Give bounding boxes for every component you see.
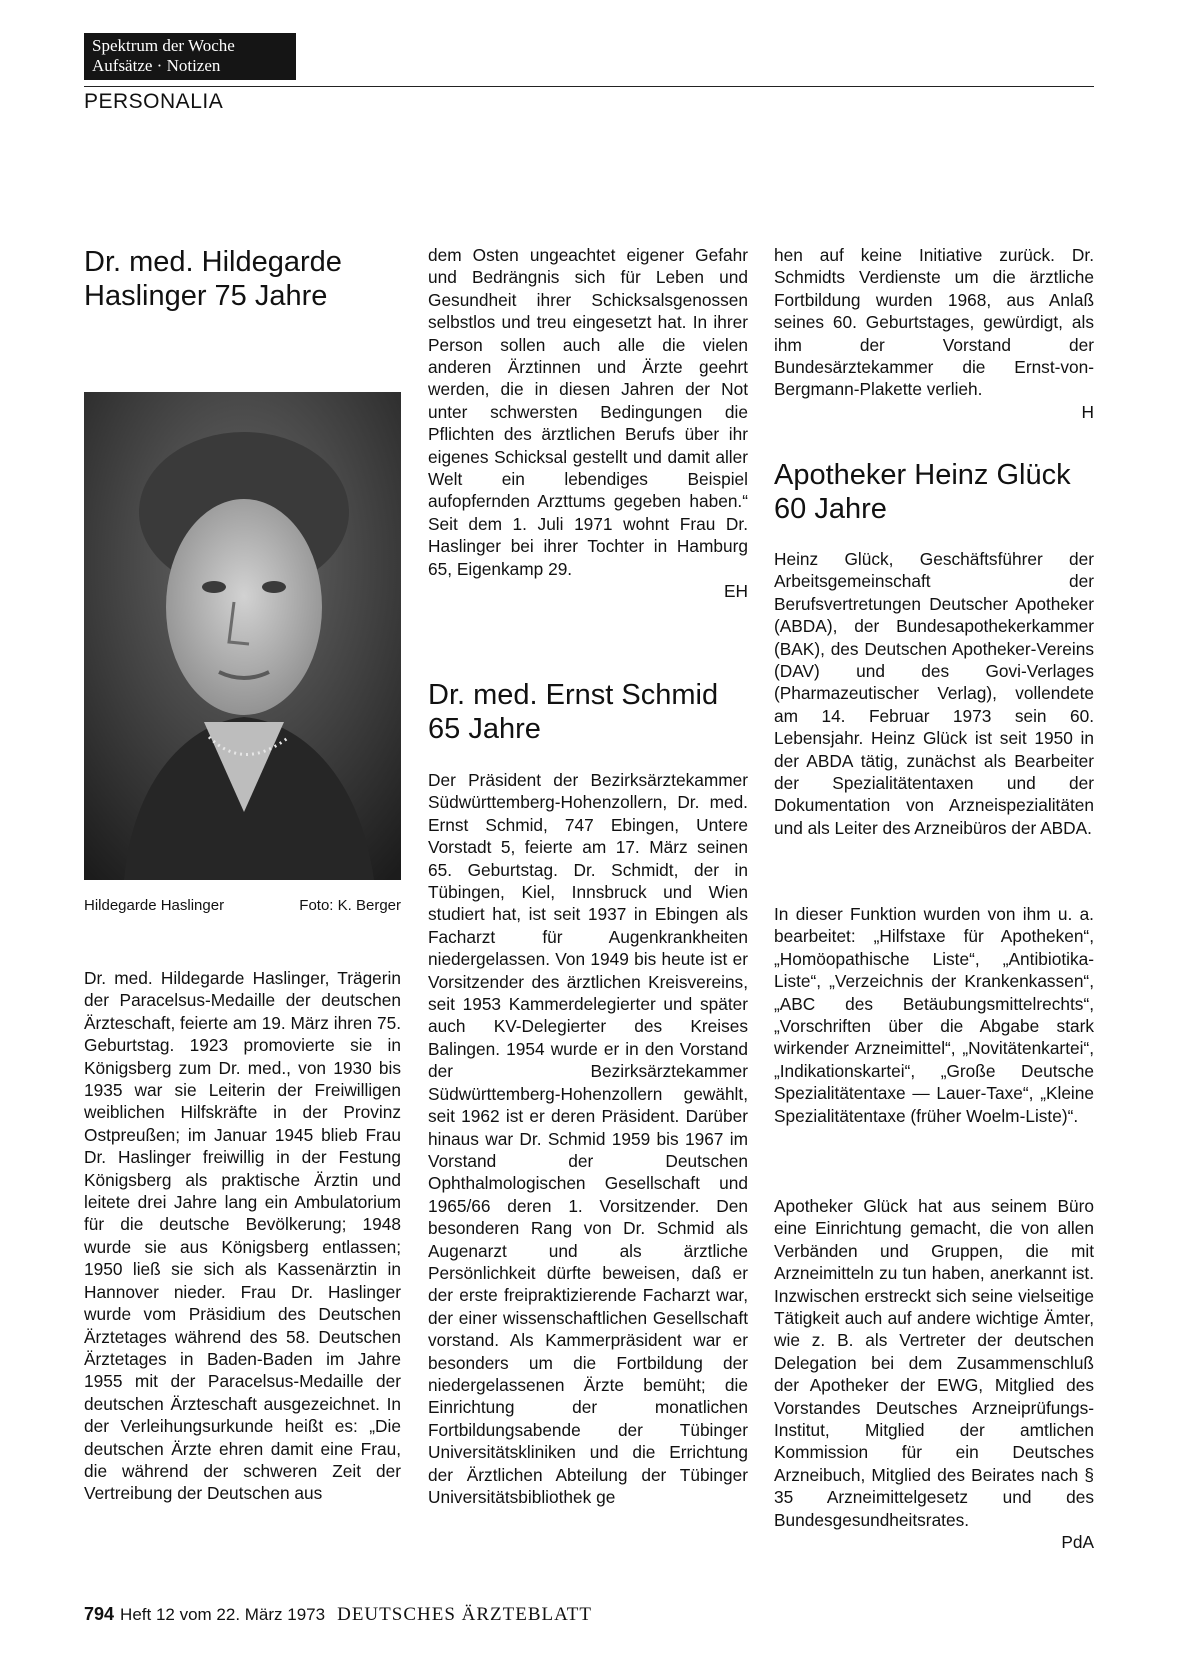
section-label [84, 33, 296, 80]
article1-continued-text: dem Osten ungeachtet eigener Gefahr und Bedrängnis sich für Leben und Gesundheit ihrer Schicksalsgenossen selbstlos und treu eingesetzt hat. In ihrer Person sollen auch alle die vielen anderen Ärztinnen und Ärzte geehrt werden, die in diesen Jahren der Not unter schwersten Bedingungen die Pflichten des ärztlichen Berufs über ihr eigenes Schicksal gestellt und damit aller Welt ein lebendiges Beispiel aufopfernden Arzttums gegeben haben.“ Seit dem 1. Juli 1971 wohnt Frau Dr. Haslinger bei ihrer Tochter in Hamburg 65, Eigenkamp 29. [428, 245, 748, 579]
article1-title: Dr. med. Hildegarde Haslinger 75 Jahre [84, 246, 342, 312]
article2-signature: H [1081, 401, 1094, 422]
article2-continued-text: hen auf keine Initiative zurück. Dr. Schmidts Verdienste um die ärztliche Fortbildung wurden 1968, aus Anlaß seines 60. Geburtstages, gewürdigt, als ihm der Vorstand der Bundesärztekammer die Ernst-von-Bergmann-Plakette verlieh. [774, 245, 1094, 400]
article3-paragraph-3 [774, 1195, 1094, 1554]
article1-signature: EH [723, 581, 748, 602]
article1-paragraph: Dr. med. Hildegarde Haslinger, Trägerin der Paracelsus-Medaille der deutschen Ärzteschaft, feierte am 19. März ihren 75. Geburtstag. 1923 promovierte sie in Königsberg zum Dr. med., von 1930 bis 1935 war sie Leiterin der Freiwilligen weiblichen Hilfskräfte in der Provinz Ostpreußen; im Januar 1945 blieb Frau Dr. Haslinger freiwillig in der Festung Königsberg als praktische Ärztin und leitete drei Jahre lang ein Ambulatorium für die deutsche Bevölkerung; 1948 wurde sie aus Königsberg entlassen; 1950 ließ sie sich als Kassenärztin in Hannover nieder. Frau Dr. Haslinger wurde vom Präsidium des Deutschen Ärztetages während des 58. Deutschen Ärztetages in Baden-Baden im Jahre 1955 mit der Paracelsus-Medaille der deutschen Ärzteschaft ausgezeichnet. In der Verleihungsurkunde heißt es: „Die deutschen Ärzte ehren damit eine Frau, die während der schweren Zeit der Vertreibung der Deutschen aus [84, 968, 401, 1504]
article2-paragraph: Der Präsident der Bezirksärztekammer Südwürttemberg-Hohenzollern, Dr. med. Ernst Schmid, 747 Ebingen, Untere Vorstadt 5, feierte am 17. März seinen 65. Geburtstag. Dr. Schmidt, der in Tübingen, Kiel, Innsbruck und Wien studiert hat, ist seit 1937 in Ebingen als Facharzt für Augenkrankheiten niedergelassen. Von 1949 bis heute ist er Vorsitzender des ärztlichen Kreisvereins, seit 1953 Kammerdelegierter und später auch KV-Delegierter des Kreises Balingen. 1954 wurde er in den Vorstand der Bezirksärztekammer Südwürttemberg-Hohenzollern gewählt, seit 1962 ist er deren Präsident. Darüber hinaus war Dr. Schmid 1959 bis 1967 im Vorstand der Deutschen Ophthalmologischen Gesellschaft und 1965/66 deren 1. Vorsitzender. Den besonderen Rang von Dr. Schmid als Augenarzt und als ärztliche Persönlichkeit dürfte beweisen, daß er der erste freipraktizierende Facharzt war, der einer wissenschaftlichen Gesellschaft vorstand. Als Kammerpräsident war er besonders um die Fortbildung der niedergelassenen Ärzte bemüht; die Einrichtung der monatlichen Fortbildungsabende der Tübinger Universitätskliniken und die Errichtung der Ärztlichen Abteilung der Tübinger Universitätsbibliothek ge [428, 770, 748, 1507]
section-label-line1: Spektrum der Woche [92, 36, 235, 55]
article3-title: Apotheker Heinz Glück 60 Jahre [774, 459, 1071, 525]
header-rule [84, 86, 1094, 87]
article1-body-continued [428, 244, 748, 603]
article2-body [428, 769, 748, 1508]
section-kicker: PERSONALIA [84, 90, 224, 113]
article3-paragraph-2 [774, 903, 1094, 1127]
article3-paragraph-3-block [774, 1195, 1094, 1554]
article2-body-continued [774, 244, 1094, 423]
issue-info: Heft 12 vom 22. März 1973 [120, 1605, 326, 1624]
article2-title: Dr. med. Ernst Schmid 65 Jahre [428, 679, 719, 745]
page-footer [84, 1604, 592, 1626]
journal-name: DEUTSCHES ÄRZTEBLATT [337, 1604, 592, 1625]
article3-signature: PdA [1061, 1532, 1094, 1553]
portrait-photo [84, 392, 401, 880]
article3-paragraph-1 [774, 548, 1094, 839]
page-number: 794 [84, 1604, 115, 1624]
article3-paragraph-2-text: In dieser Funktion wurden von ihm u. a. bearbeitet: „Hilfstaxe für Apotheken“, „Homöopathische Liste“, „Antibiotika-Liste“, „Verzeichnis der Krankenkassen“, „ABC des Betäubungsmittelrechts“, „Vorschriften über die Abgabe stark wirkender Arzneimittel“, „Novitätenkartei“, „Indikationskartei“, „Große Deutsche Spezialitätentaxe — Lauer-Taxe“, „Kleine Spezialitätentaxe (früher Woelm-Liste)“. [774, 904, 1094, 1126]
article1-paragraph-continued [428, 244, 748, 603]
article1-body [84, 967, 401, 1505]
article3-paragraph-3-text: Apotheker Glück hat aus seinem Büro eine Einrichtung gemacht, die von allen Verbänden und Gruppen, die mit Arzneimitteln zu tun haben, anerkannt ist. Inzwischen erstreckt sich seine vielseitige Tätigkeit auch auf andere wichtige Ämter, wie z. B. als Vertreter der deutschen Delegation bei dem Zusammenschluß der Apotheker der EWG, Mitglied des Vorstandes Deutsches Arzneiprüfungs-Institut, Mitglied der amtlichen Kommission für ein Deutsches Arzneibuch, Mitglied des Beirates nach § 35 Arzneimittelgesetz und des Bundesgesundheitsrates. [774, 1196, 1094, 1530]
photo-caption [84, 897, 401, 914]
photo-caption-credit: Foto: K. Berger [299, 897, 401, 914]
article3-paragraph-1-text: Heinz Glück, Geschäftsführer der Arbeitsgemeinschaft der Berufsvertretungen Deutscher Apotheker (ABDA), der Bundesapothekerkammer (BAK), des Deutschen Apotheker-Vereins (DAV) und des Govi-Verlages (Pharmazeutischer Verlag), vollendete am 14. Februar 1973 sein 60. Lebensjahr. Heinz Glück ist seit 1950 in der ABDA tätig, zunächst als Bearbeiter der Spezialitätentaxen und der Dokumentation von Arzneispezialitäten und als Leiter des Arzneibüros der ABDA. [774, 549, 1094, 838]
photo-caption-name: Hildegarde Haslinger [84, 897, 225, 914]
article2-paragraph-continued [774, 244, 1094, 423]
portrait-photo-graphic [84, 392, 401, 880]
section-label-line2: Aufsätze · Notizen [92, 56, 221, 75]
